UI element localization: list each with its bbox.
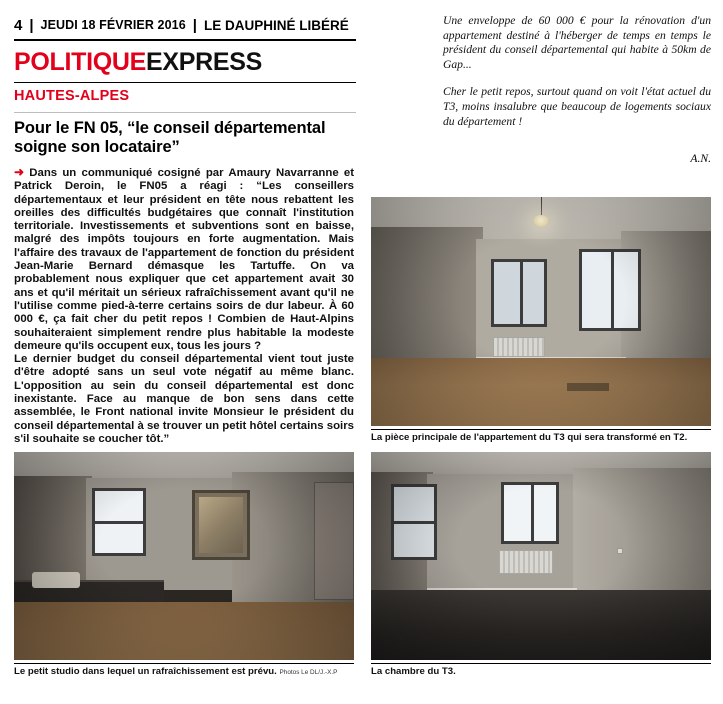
- section-title-secondary: EXPRESS: [146, 48, 263, 76]
- window-mullion: [394, 521, 434, 524]
- studio-scene: [14, 452, 354, 660]
- article-body-paragraph-1: [14, 166, 354, 353]
- wall-picture: [192, 490, 250, 560]
- region-label: HAUTES-ALPES: [14, 88, 130, 104]
- door: [314, 482, 354, 600]
- floor: [371, 590, 711, 660]
- section-title-rule: [14, 82, 356, 83]
- sidebar-signature: A.N.: [690, 152, 711, 165]
- article-body-text-1: Dans un communiqué cosigné par Amaury Navarranne et Patrick Deroin, le FN05 a réagi : “Les conseillers départementaux et leur président en tête nous rebattent les oreilles des difficultés budgétaires que connaît l'institution territoriale. Investissements et subventions sont en baisse, malgré des impôts toujours en forte augmentation. Mais l'affaire des travaux de l'appartement de fonction du président Jean-Marie Bernard démasque les Tartuffe. On va probablement nous expliquer que cet appartement avait 30 ans et qu'il méritait un sérieux rafraîchissement avant qu'il ne l'utilise comme pied-à-terre certains soirs de dur labeur. À 60 000 €, ça fait cher du petit repos ! Combien de Haut-Alpins souhaiteraient simplement rendre plus habitable la modeste demeure qu'ils occupent eux, tous les jours ?: [14, 167, 354, 352]
- sidebar-text: [443, 14, 711, 142]
- studio-photo-credit: Photos Le DL/J.-X.P: [279, 669, 338, 676]
- floor: [14, 602, 354, 660]
- ceiling-lamp-icon: [533, 215, 549, 227]
- sidebar-comment: Cher le petit repos, surtout quand on voit l'état actuel du T3, moins insalubre que beaucoup de logements sociaux du département !: [443, 85, 711, 128]
- page-number: 4: [14, 16, 23, 34]
- section-title: [14, 48, 262, 77]
- window: [92, 488, 146, 556]
- sidebar-intro: Une enveloppe de 60 000 € pour la rénovation d'un appartement destiné à l'héberger de temps en temps le président du conseil départemental qui habite à 50km de Gap...: [443, 14, 711, 71]
- masthead-paper-name: LE DAUPHINÉ LIBÉRÉ: [203, 17, 349, 33]
- main-room-caption: La pièce principale de l'appartement du T3 qui sera transformé en T2.: [371, 432, 688, 443]
- masthead-rule: [14, 39, 356, 41]
- right-wall: [573, 468, 711, 610]
- bedroom-photo: [371, 452, 711, 660]
- masthead-separator-1: |: [29, 16, 34, 34]
- bedroom-scene: [371, 452, 711, 660]
- main-room-photo: [371, 197, 711, 426]
- bedroom-caption-rule: [371, 663, 711, 664]
- window-mullion: [95, 521, 143, 524]
- article-body: [14, 166, 354, 446]
- studio-photo: [14, 452, 354, 660]
- studio-caption-text: Le petit studio dans lequel un rafraîchissement est prévu.: [14, 666, 277, 677]
- pillow: [32, 572, 80, 588]
- picture-art: [199, 497, 243, 553]
- studio-caption: [14, 666, 354, 677]
- lamp-cord: [541, 197, 542, 217]
- radiator: [493, 337, 545, 357]
- window-right: [501, 482, 559, 544]
- floor-object: [567, 383, 609, 391]
- window-left: [391, 484, 437, 560]
- main-room-caption-rule: [371, 429, 711, 430]
- article-headline: Pour le FN 05, “le conseil départemental soigne son locataire”: [14, 119, 326, 156]
- region-rule: [14, 112, 356, 113]
- left-wall: [371, 227, 483, 367]
- wall-outlet: [617, 548, 623, 554]
- window-mullion: [520, 262, 523, 324]
- article-body-paragraph-2: Le dernier budget du conseil départemental vient tout juste d'être adopté sans un seul vote négatif au même blanc. L'opposition au sein du conseil départemental est donc inexistante. Face au manque de bon sens dans cette assemblée, le Front national invite Monsieur le président du conseil départemental à se trouver un petit hôtel certains soirs s'il souhaite se coucher tôt.”: [14, 353, 354, 445]
- window-right: [579, 249, 641, 331]
- window-mullion: [611, 252, 614, 328]
- masthead-separator-2: |: [192, 16, 197, 34]
- arrow-icon: ➜: [14, 165, 25, 179]
- bedroom-caption: La chambre du T3.: [371, 666, 456, 677]
- masthead-date: JEUDI 18 FÉVRIER 2016: [40, 18, 186, 32]
- radiator: [499, 550, 553, 574]
- floor: [371, 358, 711, 426]
- main-room-scene: [371, 197, 711, 426]
- masthead: [14, 14, 354, 36]
- studio-caption-rule: [14, 663, 354, 664]
- window-left: [491, 259, 547, 327]
- section-title-primary: POLITIQUE: [14, 48, 147, 76]
- window-mullion: [531, 485, 534, 541]
